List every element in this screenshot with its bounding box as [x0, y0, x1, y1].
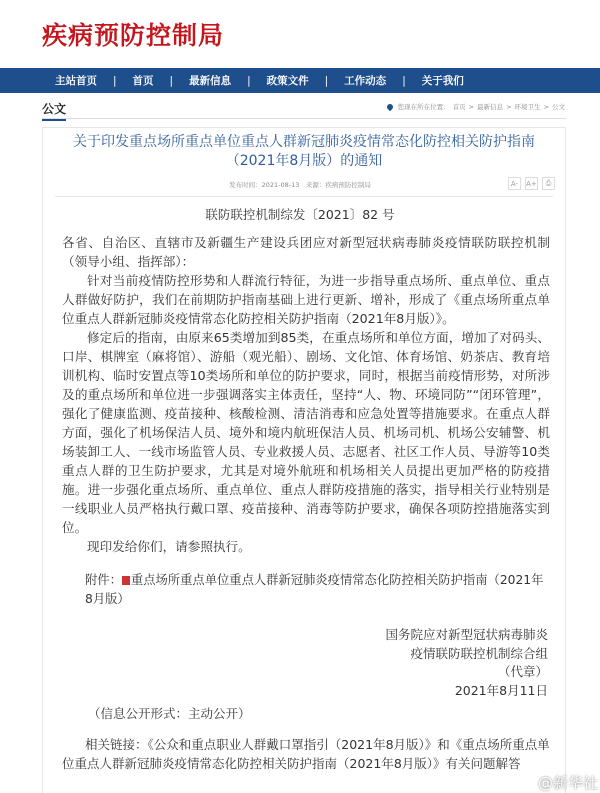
paragraph: 修定后的指南，由原来65类增加到85类，在重点场所和单位方面，增加了对码头、口岸、棋牌室（麻将馆）、游船（观光船）、剧场、文化馆、体育场馆、奶茶店、教育培训机构、临时安置点等10类场所和单位的防护要求，同时，根据当前疫情形势，对所涉及的重点场所和单位进一步强调落实主体责任，坚持“人、物、环境同防”“闭环管理”，强化了健康监测、疫苗接种、核酸检测、清洁消毒和应急处置等措施要求。在重点人群方面，强化了机场保洁人员、境外和境内航班保洁人员、机场司机、机场公安辅警、机场装卸工人、一线市场监管人员、专业救援人员、志愿者、社区工作人员、导游等10类重点人群的卫生防护要求，尤其是对境外航班和机场相关人员提出更加严格的防疫措施。进一步强化重点场所、重点单位、重点人群防疫措施的落实，指导相关行业特别是一线职业人员严格执行戴口罩、疫苗接种、消毒等防护要求，确保各项防控措施落实到位。: [62, 330, 550, 535]
breadcrumb-sep: >: [468, 102, 475, 111]
nav-item-home[interactable]: 首页: [132, 75, 154, 87]
signature-date: 2021年8月11日: [454, 682, 548, 698]
breadcrumb-current: 公文: [552, 103, 565, 111]
breadcrumb-env[interactable]: 环境卫生: [514, 103, 541, 111]
attachment-label: 附件：: [85, 573, 122, 587]
signature-line: （代章）: [497, 664, 548, 679]
salutation: 各省、自治区、直辖市及新疆生产建设兵团应对新型冠状病毒肺炎疫情联防联控机制（领导小组、指挥部）：: [62, 235, 550, 269]
file-icon: [122, 576, 130, 585]
breadcrumb-prefix: 您现在所在位置：: [397, 103, 450, 111]
site-title: 疾病预防控制局: [42, 21, 225, 50]
nav-item-about[interactable]: 关于我们: [421, 75, 464, 87]
related-links[interactable]: 相关链接：《公众和重点职业人群戴口罩指引（2021年8月版）》和《重点场所重点单位重点人群新冠肺炎疫情常态化防控相关防护指南（2021年8月版）》有关问题解答: [62, 737, 550, 771]
nav-separator: |: [169, 74, 174, 87]
nav-separator: |: [113, 74, 117, 87]
attachment-link[interactable]: 重点场所重点单位重点人群新冠肺炎疫情常态化防控相关防护指南（2021年8月版）: [85, 573, 544, 606]
article-body: [62, 233, 550, 556]
attachment: [62, 571, 550, 609]
signature-line: 疫情联防联控机制综合组: [410, 645, 548, 661]
signature: [62, 626, 550, 700]
font-larger-button[interactable]: A+: [525, 177, 538, 190]
paragraph: 现印发给你们，请参照执行。: [87, 539, 251, 554]
font-smaller-button[interactable]: A-: [508, 177, 521, 190]
article-meta: 发布时间：2021-08-13 来源：疾病预防控制局: [229, 181, 371, 189]
article-title: 关于印发重点场所重点单位重点人群新冠肺炎疫情常态化防控相关防护指南（2021年8月版）的通知: [73, 134, 535, 169]
breadcrumb-latest[interactable]: 最新信息: [477, 103, 504, 111]
nav-item-policy[interactable]: 政策文件: [266, 75, 309, 87]
nav-separator: |: [324, 74, 329, 87]
signature-line: 国务院应对新型冠状病毒肺炎: [385, 627, 548, 642]
nav-item-main-home[interactable]: 主站首页: [55, 75, 97, 87]
nav-separator: |: [247, 74, 251, 87]
nav-item-latest[interactable]: 最新信息: [189, 75, 232, 87]
disclosure-info: （信息公开形式：主动公开）: [88, 706, 251, 721]
breadcrumb-sep: >: [506, 102, 512, 111]
nav-item-work[interactable]: 工作动态: [344, 75, 387, 87]
print-icon[interactable]: ⎙: [542, 177, 555, 190]
nav-separator: |: [402, 74, 406, 87]
breadcrumb-home[interactable]: 首页: [452, 103, 466, 111]
section-title: 公文: [42, 100, 66, 121]
breadcrumb-sep: >: [543, 102, 549, 111]
watermark: @新华社: [537, 774, 598, 792]
paragraph: 针对当前疫情防控形势和人群流行特征，为进一步指导重点场所、重点单位、重点人群做好防护，我们在前期防护指南基础上进行更新、增补，形成了《重点场所重点单位重点人群新冠肺炎疫情常态化防控相关防护指南（2021年8月版）》。: [62, 273, 550, 326]
document-number: 联防联控机制综发〔2021〕82 号: [205, 207, 395, 222]
